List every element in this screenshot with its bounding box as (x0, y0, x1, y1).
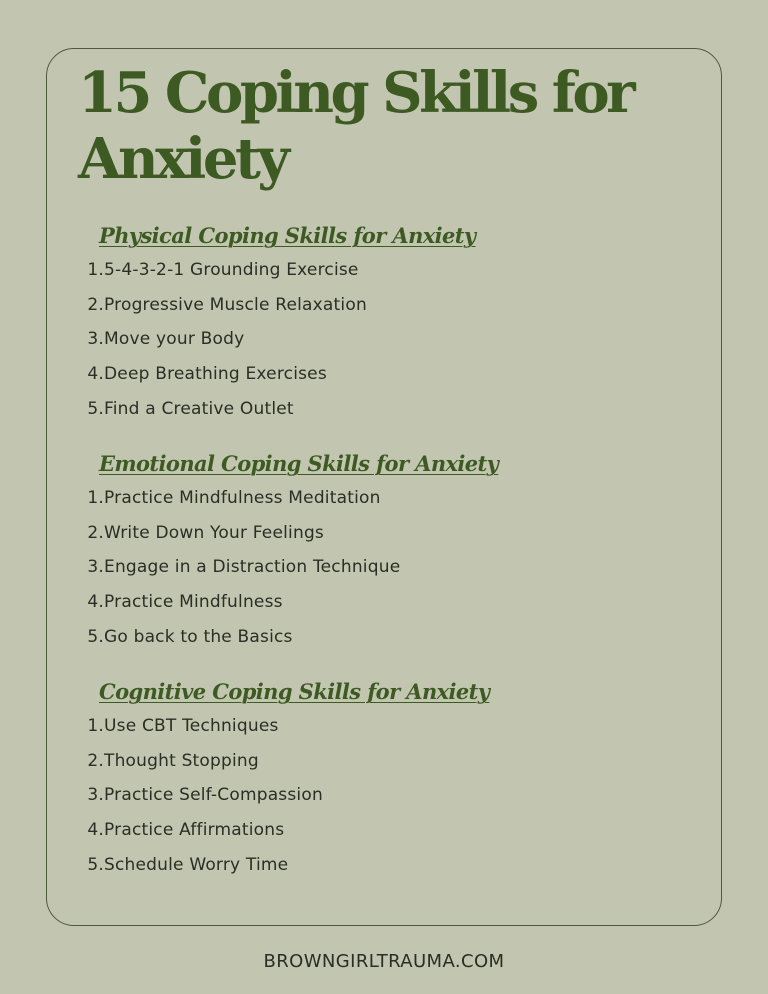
item-number: 4. (87, 820, 104, 841)
item-number: 2. (87, 294, 104, 315)
list-cognitive (86, 716, 686, 889)
list-item (86, 820, 686, 855)
section-emotional (86, 450, 686, 661)
list-item (86, 329, 686, 364)
item-text: Schedule Worry Time (104, 854, 289, 875)
list-item (86, 592, 686, 627)
section-heading-physical: Physical Coping Skills for Anxiety (99, 223, 476, 248)
item-number: 2. (87, 750, 104, 771)
section-heading-cognitive: Cognitive Coping Skills for Anxiety (99, 679, 490, 704)
item-text: Move your Body (104, 329, 245, 350)
item-text: Engage in a Distraction Technique (104, 557, 401, 578)
list-item (86, 523, 686, 558)
list-item (86, 716, 686, 751)
list-item (86, 488, 686, 523)
list-item (86, 260, 686, 295)
item-number: 3. (87, 785, 104, 806)
item-text: Find a Creative Outlet (104, 398, 294, 419)
item-number: 3. (87, 329, 104, 350)
item-number: 5. (87, 854, 104, 875)
item-text: 5-4-3-2-1 Grounding Exercise (104, 260, 359, 280)
list-physical (86, 260, 686, 433)
item-number: 5. (87, 398, 104, 419)
item-number: 1. (87, 488, 104, 508)
item-number: 3. (87, 557, 104, 578)
section-physical (86, 222, 686, 433)
list-item (86, 855, 686, 890)
item-text: Thought Stopping (104, 750, 259, 771)
section-heading-emotional: Emotional Coping Skills for Anxiety (99, 451, 499, 476)
list-item (86, 557, 686, 592)
item-number: 1. (87, 260, 104, 280)
list-item (86, 785, 686, 820)
item-number: 4. (87, 364, 104, 385)
list-item (86, 295, 686, 330)
list-emotional (86, 488, 686, 661)
item-text: Practice Affirmations (104, 820, 285, 841)
list-item (86, 364, 686, 399)
list-item (86, 399, 686, 434)
item-text: Practice Mindfulness (104, 592, 283, 613)
item-number: 4. (87, 592, 104, 613)
item-text: Write Down Your Feelings (104, 522, 324, 543)
item-text: Practice Mindfulness Meditation (104, 488, 381, 508)
item-text: Use CBT Techniques (104, 716, 279, 736)
item-text: Go back to the Basics (104, 626, 293, 647)
list-item (86, 627, 686, 662)
item-text: Deep Breathing Exercises (104, 364, 327, 385)
item-number: 5. (87, 626, 104, 647)
list-item (86, 751, 686, 786)
section-cognitive (86, 678, 686, 889)
item-text: Practice Self-Compassion (104, 785, 323, 806)
item-number: 1. (87, 716, 104, 736)
item-number: 2. (87, 522, 104, 543)
page-title: 15 Coping Skills for Anxiety (78, 60, 633, 192)
footer-website: BROWNGIRLTRAUMA.COM (263, 951, 505, 972)
item-text: Progressive Muscle Relaxation (104, 294, 367, 315)
